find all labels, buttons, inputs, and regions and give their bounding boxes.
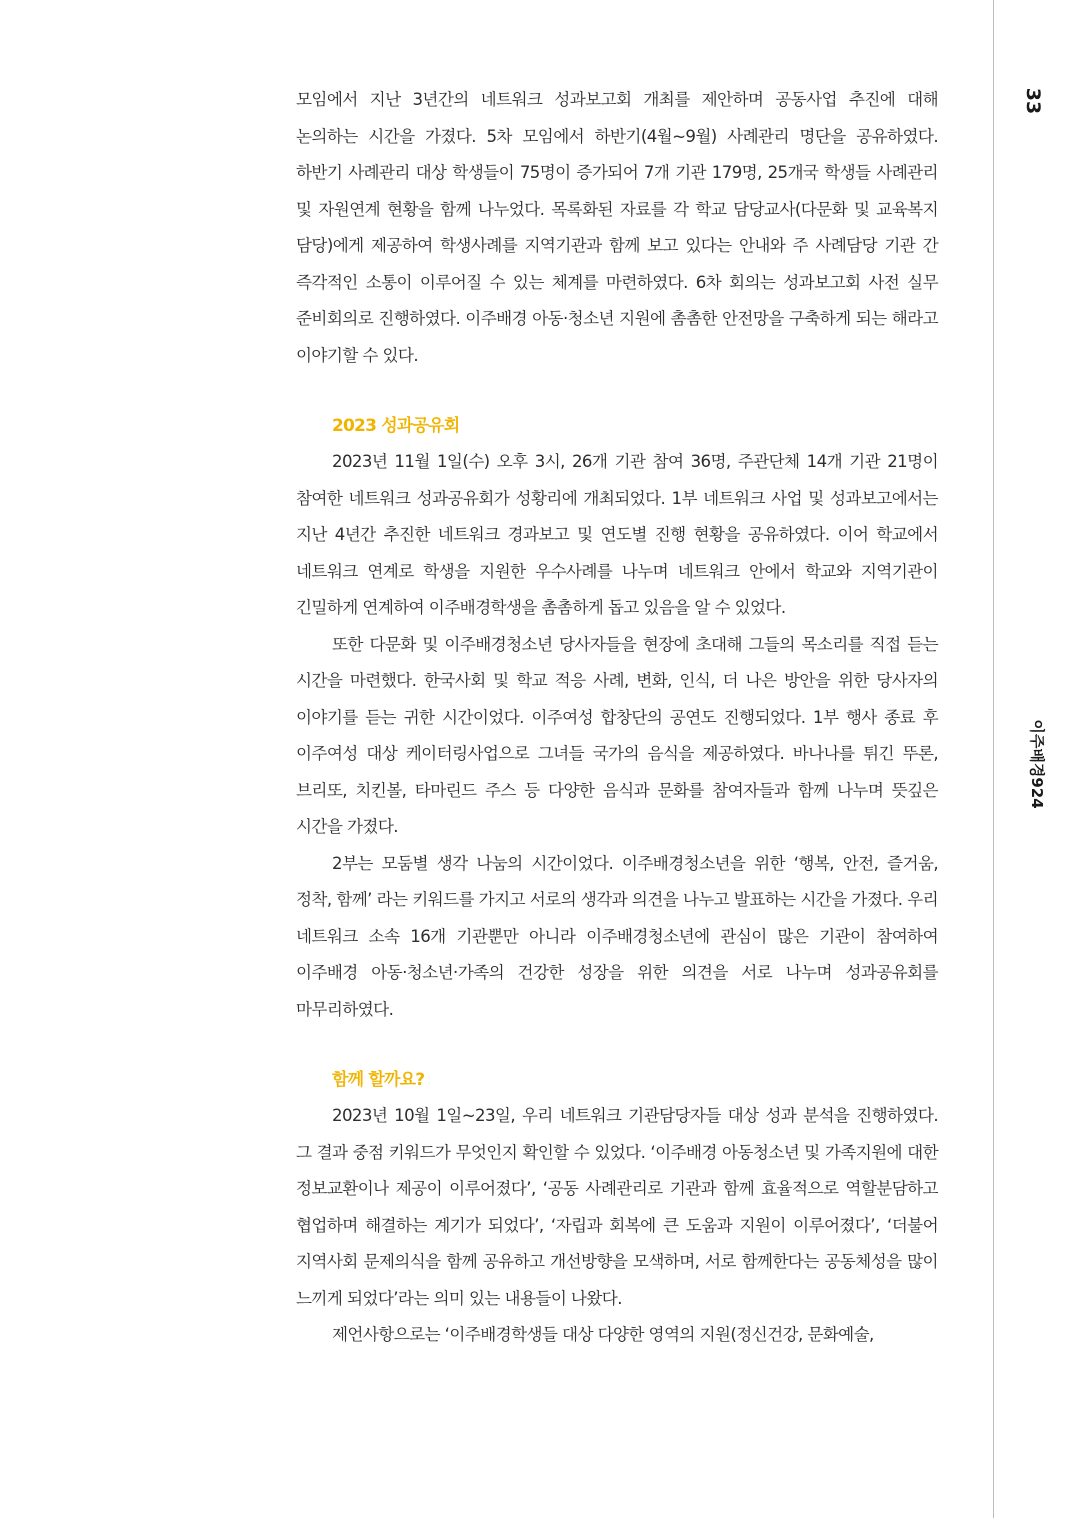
intro-paragraph: 모임에서 지난 3년간의 네트워크 성과보고회 개최를 제안하며 공동사업 추진에 대해 논의하는 시간을 가졌다. 5차 모임에서 하반기(4월~9월) 사례관리 명단을 공유하였다. 하반기 사례관리 대상 학생들이 75명이 증가되어 7개 기관 179명, 25개국 학생들 사례관리 및 자원연계 현황을 함께 나누었다. 목록화된 자료를 각 학교 담당교사(다문화 및 교육복지 담당)에게 제공하여 학생사례를 지역기관과 함께 보고 있다는 안내와 주 사례담당 기관 간 즉각적인 소통이 이루어질 수 있는 체계를 마련하였다. 6차 회의는 성과보고회 사전 실무 준비회의로 진행하였다. 이주배경 아동·청소년 지원에 촘촘한 안전망을 구축하게 되는 해라고 이야기할 수 있다. — [296, 90, 938, 365]
running-title: 이주배경924 — [1028, 719, 1046, 809]
article-body — [296, 82, 938, 1354]
section1-paragraph-3: 2부는 모둠별 생각 나눔의 시간이었다. 이주배경청소년을 위한 ‘행복, 안전, 즐거움, 정착, 함께’ 라는 키워드를 가지고 서로의 생각과 의견을 나누고 발표하는 시간을 가졌다. 우리 네트워크 소속 16개 기관뿐만 아니라 이주배경청소년에 관심이 많은 기관이 참여하여 이주배경 아동·청소년·가족의 건강한 성장을 위한 의견을 서로 나누며 성과공유회를 마무리하였다. — [296, 853, 938, 1019]
section2-paragraph-1: 2023년 10월 1일~23일, 우리 네트워크 기관담당자들 대상 성과 분석을 진행하였다. 그 결과 중점 키워드가 무엇인지 확인할 수 있었다. ‘이주배경 아동청소년 및 가족지원에 대한 정보교환이나 제공이 이루어졌다’, ‘공동 사례관리로 기관과 함께 효율적으로 역할분담하고 협업하며 해결하는 계기가 되었다’, ‘자립과 회복에 큰 도움과 지원이 이루어졌다’, ‘더불어 지역사회 문제의식을 함께 공유하고 개선방향을 모색하며, 서로 함께한다는 공동체성을 많이 느끼게 되었다’라는 의미 있는 내용들이 나왔다. — [296, 1106, 938, 1308]
section-heading-together: 함께 할까요? — [332, 1070, 425, 1090]
section-heading-performance-sharing: 2023 성과공유회 — [332, 416, 460, 436]
section2-paragraph-2: 제언사항으로는 ‘이주배경학생들 대상 다양한 영역의 지원(정신건강, 문화예술, — [332, 1325, 874, 1344]
margin-divider-line — [993, 0, 994, 1518]
section1-paragraph-2: 또한 다문화 및 이주배경청소년 당사자들을 현장에 초대해 그들의 목소리를 직접 듣는 시간을 마련했다. 한국사회 및 학교 적응 사례, 변화, 인식, 더 나은 방안을 위한 당사자의 이야기를 듣는 귀한 시간이었다. 이주여성 합창단의 공연도 진행되었다. 1부 행사 종료 후 이주여성 대상 케이터링사업으로 그녀들 국가의 음식을 제공하였다. 바나나를 튀긴 뚜론, 브리또, 치킨볼, 타마린드 주스 등 다양한 음식과 문화를 참여자들과 함께 나누며 뜻깊은 시간을 가졌다. — [296, 634, 938, 836]
page-number: 33 — [1022, 87, 1044, 115]
section1-paragraph-1: 2023년 11월 1일(수) 오후 3시, 26개 기관 참여 36명, 주관단체 14개 기관 21명이 참여한 네트워크 성과공유회가 성황리에 개최되었다. 1부 네트워크 사업 및 성과보고에서는 지난 4년간 추진한 네트워크 경과보고 및 연도별 진행 현황을 공유하였다. 이어 학교에서 네트워크 연계로 학생을 지원한 우수사례를 나누며 네트워크 안에서 학교와 지역기관이 긴밀하게 연계하여 이주배경학생을 촘촘하게 돕고 있음을 알 수 있었다. — [296, 452, 938, 617]
